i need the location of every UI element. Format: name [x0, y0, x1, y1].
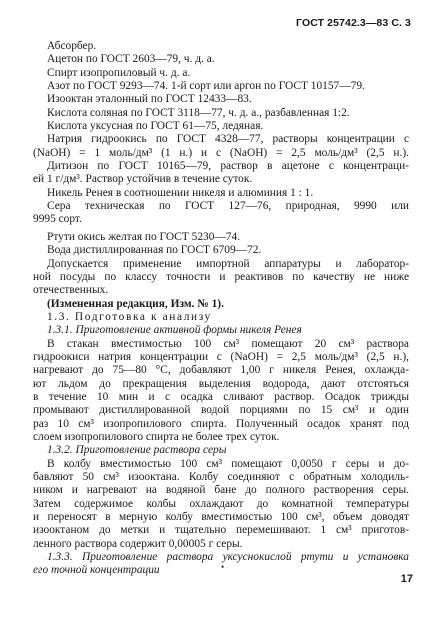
text-line: гидроокиси натрия концентрации c (NaOH) = 2,5 моль/дм³ (2,5 н.),	[33, 350, 409, 363]
text-line: Дитизон по ГОСТ 10165—79, раствор в ацетоне с концентраци-	[47, 160, 409, 173]
text-line: Ртути окись желтая по ГОСТ 5230—74.	[47, 230, 241, 243]
text-line: Изооктан эталонный по ГОСТ 12433—83.	[47, 93, 252, 106]
amendment-note: (Измененная редакция, Изм. № 1).	[47, 297, 224, 310]
subsection-heading: 1.3.2. Приготовление раствора серы	[47, 444, 227, 457]
text-line: отечественных.	[33, 284, 109, 297]
text-line: в течение 10 мин и с осадка сливают раствор. Осадок трижды	[33, 390, 409, 403]
text-line: ют льдом до прекращения выделения водорода, дают отстояться	[33, 377, 409, 390]
text-line: бавляют 50 см³ изооктана. Колбу соединяют с обратным холодиль-	[33, 471, 409, 483]
text-line: ной посуды по классу точности и реактивов по качеству не ниже	[33, 270, 409, 283]
text-line: Кислота соляная по ГОСТ 3118—77, ч. д. а., разбавленная 1:2.	[47, 106, 350, 119]
subsection-heading-cont: его точной концентрации	[33, 564, 160, 577]
page-number: 17	[400, 573, 413, 585]
section-heading: 1.3. Подготовка к анализу	[47, 310, 212, 323]
text-line: В стакан вместимостью 100 см³ помещают 20 см³ раствора	[47, 337, 409, 350]
text-line: Спирт изопропиловый ч. д. а.	[47, 66, 191, 79]
text-line: нагревают до 75—80 °C, добавляют 1,00 г никеля Ренея, охлажда-	[33, 364, 409, 377]
text-line: Ацетон по ГОСТ 2603—79, ч. д. а.	[47, 53, 215, 66]
text-line: Кислота уксусная по ГОСТ 61—75, ледяная.	[47, 120, 264, 133]
text-line: ей 1 г/дм³. Раствор устойчив в течение суток.	[33, 173, 253, 186]
text-line: ником и нагревают на водяной бане до полного растворения серы.	[33, 484, 409, 497]
text-line: Абсорбер.	[47, 40, 97, 52]
text-line: Затем содержимое колбы охлаждают до комнатной температуры	[33, 497, 409, 510]
text-line: раз 10 см³ изопропилового спирта. Полученный осадок хранят под	[33, 417, 409, 430]
text-line: Азот по ГОСТ 9293—74. 1-й сорт или аргон по ГОСТ 10157—79.	[47, 80, 365, 93]
print-mark: •	[221, 562, 225, 572]
text-line: промывают дистиллированной водой порциями по 15 см³ и один	[33, 404, 409, 417]
page-body	[33, 40, 409, 578]
text-line: слоем изопропилового спирта не более трех суток.	[33, 430, 280, 443]
text-line: Сера техническая по ГОСТ 127—76, природная, 9990 или	[47, 200, 409, 213]
text-line: В колбу вместимостью 100 см³ помещают 0,0050 г серы и до-	[47, 457, 409, 470]
text-line: (NaOH) = 1 моль/дм³ (1 н.) и c (NaOH) = 2,5 моль/дм³ (2,5 н.).	[33, 146, 409, 159]
text-line: Вода дистиллированная по ГОСТ 6709—72.	[47, 244, 262, 257]
text-line: Допускается применение импортной аппаратуры и лаборатор-	[47, 257, 409, 270]
text-line: ленного раствора содержит 0,00005 г серы.	[33, 537, 243, 550]
subsection-heading: 1.3.1. Приготовление активной формы никеля Ренея	[47, 324, 302, 337]
text-line: 9995 сорт.	[33, 213, 82, 226]
page-header: ГОСТ 25742.3—83 С. 3	[296, 17, 411, 29]
text-line: изооктаном до метки и тщательно перемешивают. 1 см³ приготов-	[33, 524, 409, 537]
text-line: и переносят в мерную колбу вместимостью 100 см³, объем доводят	[33, 511, 409, 524]
text-line: Никель Ренея в соотношении никеля и алюминия 1 : 1.	[47, 186, 314, 199]
text-line: Натрия гидроокись по ГОСТ 4328—77, растворы концентрации c	[47, 133, 409, 146]
subsection-heading: 1.3.3. Приготовление раствора уксуснокислой ртути и установка	[47, 551, 409, 564]
